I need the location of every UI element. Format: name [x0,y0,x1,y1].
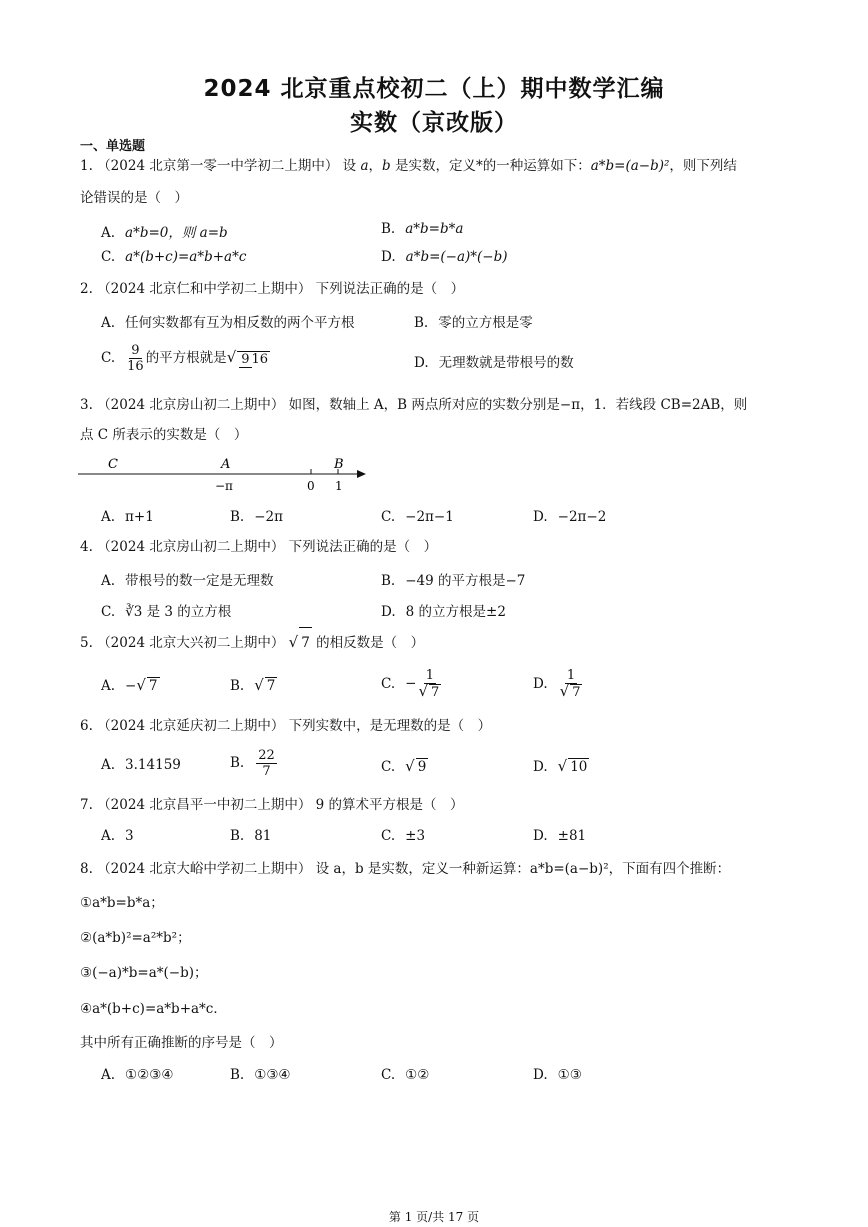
comma: ， [368,158,382,174]
question-number: 2. [80,281,93,297]
option-text: ∛3 是 3 的立方根 [125,604,232,620]
option-text: −2π−2 [557,509,607,525]
numerator: 9 [131,343,140,358]
sqrt-icon: √ [559,682,570,700]
radicand: 7 [266,678,276,694]
tick-one: 1 [335,479,343,493]
sqrt-icon: √ [405,757,415,775]
inference-item: ④a*(b+c)=a*b+a*c． [80,1001,227,1017]
question-stem: 的相反数是（ ） [316,635,425,651]
option-label: B. [381,221,396,237]
option-text: π+1 [125,509,154,525]
option-label: C. [101,604,116,620]
section-heading: 一、单选题 [80,139,146,154]
option-text: 3 [125,828,134,844]
page-footer: 第 1 页/共 17 页 [388,1210,480,1224]
question-5 [80,627,792,658]
option-text: −2π−1 [405,509,454,525]
option-text: 任何实数都有互为相反数的两个平方根 [125,315,355,331]
minus-sign: − [405,675,417,692]
minus-sign: − [125,678,137,694]
denominator: 16 [251,351,269,367]
option-b[interactable] [230,676,277,694]
question-stem-end: ，则下列结 [669,158,737,174]
option-label: C. [381,828,396,844]
sqrt-icon: √ [226,348,237,366]
option-b[interactable] [381,569,525,589]
point-c-label: C [108,457,118,472]
option-d[interactable] [533,509,606,525]
option-label: D. [533,509,548,525]
option-text: −2π [254,509,283,525]
option-label: B. [230,755,245,771]
option-label: A. [101,828,116,844]
option-text: 零的立方根是零 [438,315,533,331]
option-a[interactable] [101,757,181,773]
numerator: 1 [566,668,576,683]
question-number: 4. [80,539,93,555]
question-8-prompt: 其中所有正确推断的序号是（ ） [80,1035,283,1051]
option-text: ±3 [405,828,426,844]
sqrt-icon: √ [136,676,146,694]
option-c[interactable] [101,600,231,620]
option-label: C. [381,509,396,525]
question-number: 1. [80,158,93,174]
sqrt-icon: √ [254,676,264,694]
option-label: D. [533,1067,548,1083]
option-text: ①② [405,1067,430,1083]
question-7 [80,790,792,820]
option-label: A. [101,678,116,694]
option-a[interactable] [101,828,134,844]
option-text: a*b=b*a [405,221,464,237]
tick-neg-pi: −π [215,479,233,493]
option-text: a*b=(−a)*(−b) [405,249,508,265]
option-label: C. [381,675,396,692]
question-stem: 如图，数轴上 A，B 两点所对应的实数分别是−π，1．若线段 CB=2AB，则 [288,397,748,413]
option-a[interactable] [101,221,228,241]
denominator [418,684,441,700]
question-4 [80,532,792,562]
option-text: a*b=0，则 a=b [125,225,228,241]
option-a[interactable] [101,569,274,589]
option-label: A. [101,757,116,773]
question-1-line2: 论错误的是（ ） [80,190,188,206]
question-8 [80,854,792,884]
option-a[interactable] [101,509,154,525]
option-label: B. [230,509,245,525]
option-b[interactable] [230,509,283,525]
inference-item: ②(a*b)²=a²*b²； [80,930,191,946]
question-stem: 9 的算术平方根是（ ） [315,797,464,813]
numerator: 9 [241,351,250,367]
option-b[interactable] [230,748,279,779]
option-text: −49 的平方根是−7 [405,573,526,589]
option-text: ①③ [557,1067,582,1083]
question-stem: 下列实数中，是无理数的是（ ） [288,718,492,734]
option-c[interactable] [381,509,454,525]
question-source: （2024 北京大峪中学初二上期中） [97,861,312,877]
option-c[interactable] [101,249,246,265]
option-b[interactable] [414,311,533,331]
radicand: 7 [431,685,440,700]
question-3 [80,390,792,420]
page-subtitle: 实数（京改版） [350,110,518,136]
inference-item: ③(−a)*b=a*(−b)； [80,965,208,981]
option-label: C. [101,249,116,265]
option-label: C. [381,1067,396,1083]
option-text: 的平方根就是 [145,350,227,366]
option-text: ①③④ [254,1067,291,1083]
option-label: B. [414,315,429,331]
question-3-line2: 点 C 所表示的实数是（ ） [80,427,248,443]
tick-zero: 0 [307,479,315,493]
sqrt-fraction [237,351,270,367]
option-label: D. [414,355,429,371]
question-6 [80,711,792,741]
option-b[interactable] [230,828,271,844]
option-a[interactable] [101,676,160,694]
option-a[interactable] [101,1067,173,1083]
denominator: 16 [127,359,144,374]
numerator: 1 [425,668,435,683]
option-c[interactable] [381,757,428,775]
option-label: B. [230,678,245,694]
formula: a*b=(a−b)² [590,158,670,174]
option-label: D. [533,675,548,692]
option-a[interactable] [101,311,355,331]
option-label: D. [533,828,548,844]
question-source: （2024 北京房山初二上期中） [97,397,285,413]
option-text: 3.14159 [125,757,181,773]
point-a-label: A [221,457,231,472]
option-text: 无理数就是带根号的数 [438,355,574,371]
option-b[interactable] [230,1067,291,1083]
fraction [127,343,144,374]
fraction [256,748,277,779]
option-label: A. [101,573,116,589]
inference-item: ①a*b=b*a； [80,895,164,911]
radicand: 9 [417,759,427,775]
var-b: b [382,158,391,174]
option-c[interactable] [381,828,425,844]
radicand: 7 [299,627,312,658]
option-label: A. [101,509,116,525]
option-label: C. [101,350,116,366]
question-number: 7. [80,797,93,813]
option-c[interactable] [381,1067,429,1083]
question-source: （2024 北京房山初二上期中） [97,539,285,555]
question-2 [80,274,792,304]
question-source: （2024 北京仁和中学初二上期中） [97,281,312,297]
question-1 [80,151,792,181]
question-stem: 设 [342,158,357,174]
radicand: 10 [570,759,588,775]
denominator [560,684,583,700]
option-label: B. [381,573,396,589]
option-label: C. [381,759,396,775]
option-d[interactable] [533,757,589,775]
var-a: a [360,158,369,174]
option-text: 带根号的数一定是无理数 [125,573,274,589]
option-text: 81 [254,828,272,844]
option-label: A. [101,1067,116,1083]
radicand: 7 [148,678,158,694]
question-stem-cont: 是实数，定义*的一种运算如下： [390,158,591,174]
numerator: 22 [258,748,275,763]
question-source: （2024 北京大兴初二上期中） [97,635,285,651]
option-c[interactable] [101,343,272,374]
option-b[interactable] [381,221,463,237]
question-number: 8. [80,861,93,877]
question-source: （2024 北京昌平一中初二上期中） [97,797,312,813]
option-c[interactable] [381,668,443,700]
question-number: 5. [80,635,93,651]
question-number: 3. [80,397,93,413]
option-label: A. [101,315,116,331]
option-label: A. [101,225,116,241]
option-label: B. [230,828,245,844]
denominator: 7 [262,764,271,779]
question-stem: 下列说法正确的是（ ） [288,539,438,555]
option-text: ①②③④ [125,1067,174,1083]
sqrt-icon: √ [418,682,429,700]
option-d[interactable] [533,828,586,844]
question-stem: 设 a，b 是实数，定义一种新运算：a*b=(a−b)²，下面有四个推断： [315,861,731,877]
question-stem: 下列说法正确的是（ ） [315,281,465,297]
fraction [418,668,441,700]
option-text: ±81 [557,828,587,844]
question-number: 6. [80,718,93,734]
option-d[interactable] [533,668,584,700]
option-text: a*(b+c)=a*b+a*c [125,249,247,265]
option-label: D. [381,604,396,620]
option-d[interactable] [381,600,506,620]
option-label: D. [533,759,548,775]
question-source: （2024 北京第一零一中学初二上期中） [97,158,339,174]
point-b-label: B [334,457,344,472]
number-line-figure [78,452,370,494]
sqrt-icon: √ [557,757,568,775]
page-title: 2024 北京重点校初二（上）期中数学汇编 [203,76,665,102]
option-text: 8 的立方根是±2 [405,604,506,620]
option-d[interactable] [381,249,508,265]
fraction [560,668,583,700]
sqrt-icon: √ [288,633,299,651]
radicand: 7 [572,685,581,700]
option-label: B. [230,1067,245,1083]
question-source: （2024 北京延庆初二上期中） [97,718,285,734]
option-d[interactable] [414,351,574,371]
option-d[interactable] [533,1067,582,1083]
option-label: D. [381,249,396,265]
